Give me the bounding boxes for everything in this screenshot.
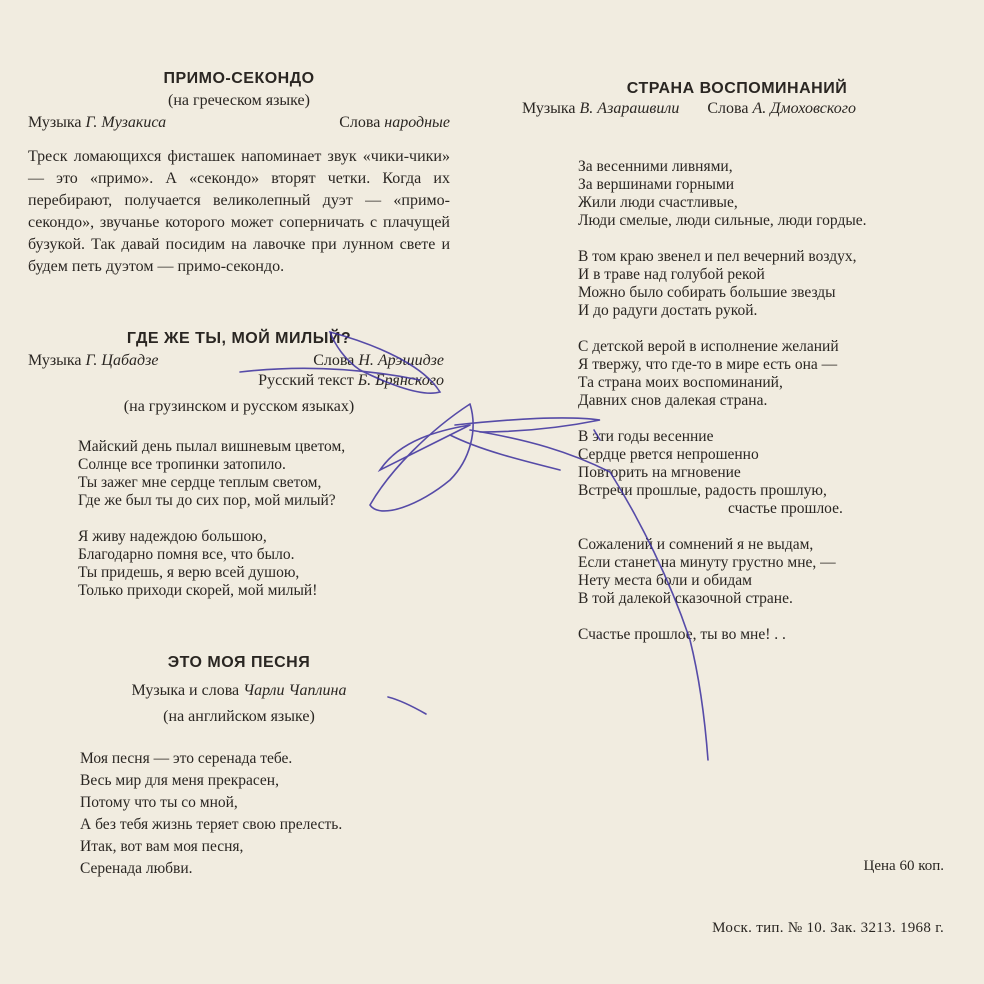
verse-line: В эти годы весенние — [578, 428, 714, 445]
verse-line: Если станет на минуту грустно мне, — — [578, 554, 836, 571]
stanza — [578, 248, 952, 320]
song-credits — [28, 682, 450, 700]
music-credit — [522, 100, 679, 118]
verse-line: Жили люди счастливые, — [578, 194, 738, 211]
russian-author: Б. Брянского — [357, 372, 444, 389]
music-prefix: Музыка — [28, 114, 86, 131]
words-credit — [313, 352, 450, 370]
right-column — [522, 80, 952, 644]
song-credits — [28, 352, 450, 370]
words-author: А. Дмоховского — [752, 100, 856, 117]
verse-line: С детской верой в исполнение желаний — [578, 338, 839, 355]
words-prefix: Слова — [313, 352, 359, 369]
verse-line: Благодарно помня все, что было. — [78, 546, 295, 563]
words-author: народные — [384, 114, 450, 131]
verse-line: Я твержу, что где-то в мире есть она — — [578, 356, 838, 373]
verse-line: Где же был ты до сих пор, мой милый? — [78, 492, 336, 509]
song-title: СТРАНА ВОСПОМИНАНИЙ — [626, 80, 848, 97]
verse-line: Ты придешь, я верю всей душою, — [78, 564, 300, 581]
verse-line: Серенада любви. — [80, 860, 193, 877]
verse-line: За весенними ливнями, — [578, 158, 733, 175]
verse-line: Та страна моих воспоминаний, — [578, 374, 783, 391]
verse-line: Встречи прошлые, радость прошлую, — [578, 482, 827, 499]
verse-line: Ты зажег мне сердце теплым светом, — [78, 474, 322, 491]
stanza — [78, 438, 450, 510]
music-author: В. Азарашвили — [579, 100, 680, 117]
song-credits — [28, 114, 450, 132]
song-language: (на английском языке) — [163, 708, 315, 725]
music-author: Г. Цабадзе — [85, 352, 159, 369]
verse-line: Я живу надеждою большою, — [78, 528, 267, 545]
russian-prefix: Русский текст — [258, 372, 358, 389]
song-verses — [522, 158, 952, 644]
song-where-are-you — [28, 330, 450, 600]
credits-prefix: Музыка и слова — [131, 682, 244, 699]
verse-line: Весь мир для меня прекрасен, — [80, 772, 279, 789]
words-prefix: Слова — [339, 114, 385, 131]
song-this-is-my-song — [28, 654, 450, 880]
music-author: Г. Музакиса — [85, 114, 167, 131]
song-credits — [522, 100, 952, 118]
song-language: (на греческом языке) — [168, 92, 310, 109]
words-prefix: Слова — [707, 100, 753, 117]
verse-line: Люди смелые, люди сильные, люди гордые. — [578, 212, 867, 229]
verse-line: Потому что ты со мной, — [80, 794, 238, 811]
verse-line: Нету места боли и обидам — [578, 572, 752, 589]
price-label: Цена 60 коп. — [863, 858, 944, 874]
verse-line: И до радуги достать рукой. — [578, 302, 758, 319]
song-language: (на грузинском и русском языках) — [123, 398, 355, 415]
verse-line: Счастье прошлое, ты во мне! . . — [578, 626, 786, 643]
words-author: Н. Арэшидзе — [358, 352, 444, 369]
song-title: ГДЕ ЖЕ ТЫ, МОЙ МИЛЫЙ? — [126, 330, 352, 347]
verse-line: А без тебя жизнь теряет свою прелесть. — [80, 816, 343, 833]
music-credit — [28, 352, 158, 370]
stanza — [578, 338, 952, 410]
verse-line: В той далекой сказочной стране. — [578, 590, 793, 607]
verse-line: Итак, вот вам моя песня, — [80, 838, 244, 855]
stanza — [578, 626, 952, 644]
song-verses — [28, 438, 450, 600]
music-credit — [28, 114, 166, 132]
verse-line: Сердце рвется непрошенно — [578, 446, 759, 463]
song-primo-secondo — [28, 70, 450, 278]
music-prefix: Музыка — [522, 100, 580, 117]
stanza — [578, 158, 952, 230]
stanza — [78, 528, 450, 600]
verse-line: Только приходи скорей, мой милый! — [78, 582, 318, 599]
song-title: ЭТО МОЯ ПЕСНЯ — [167, 654, 311, 671]
stanza — [578, 428, 952, 518]
verse-line: Майский день пылал вишневым цветом, — [78, 438, 346, 455]
russian-text-credit — [28, 372, 450, 390]
verse-line: Сожалений и сомнений я не выдам, — [578, 536, 814, 553]
verse-line: Повторить на мгновение — [578, 464, 741, 481]
song-prose: Треск ломающихся фисташек напоминает звук «чики-чики» — это «примо». А «секондо» вторят четки. Когда их перебирают, получается великолепный дуэт — «примо-секондо», звучанье которого может соперничать с плачущей бузукой. Так давай посидим на лавочке при лунном свете и будем петь дуэтом — примо-секондо. — [28, 148, 450, 275]
verse-line: Моя песня — это серенада тебе. — [80, 750, 293, 767]
words-credit — [339, 114, 450, 132]
left-column — [28, 70, 450, 880]
verse-line: Солнце все тропинки затопило. — [78, 456, 286, 473]
verse-line: счастье прошлое. — [728, 500, 843, 517]
song-land-of-memories — [522, 80, 952, 644]
verse-line: Можно было собирать большие звезды — [578, 284, 836, 301]
song-verses — [28, 748, 450, 880]
verse-line: Давних снов далекая страна. — [578, 392, 768, 409]
verse-line: В том краю звенел и пел вечерний воздух, — [578, 248, 857, 265]
stanza — [578, 536, 952, 608]
verse-line: И в траве над голубой рекой — [578, 266, 765, 283]
words-credit — [707, 100, 856, 118]
song-title: ПРИМО-СЕКОНДО — [163, 70, 315, 87]
music-prefix: Музыка — [28, 352, 86, 369]
credits-author: Чарли Чаплина — [243, 682, 347, 699]
printer-imprint: Моск. тип. № 10. Зак. 3213. 1968 г. — [712, 920, 944, 936]
verse-line: За вершинами горными — [578, 176, 735, 193]
